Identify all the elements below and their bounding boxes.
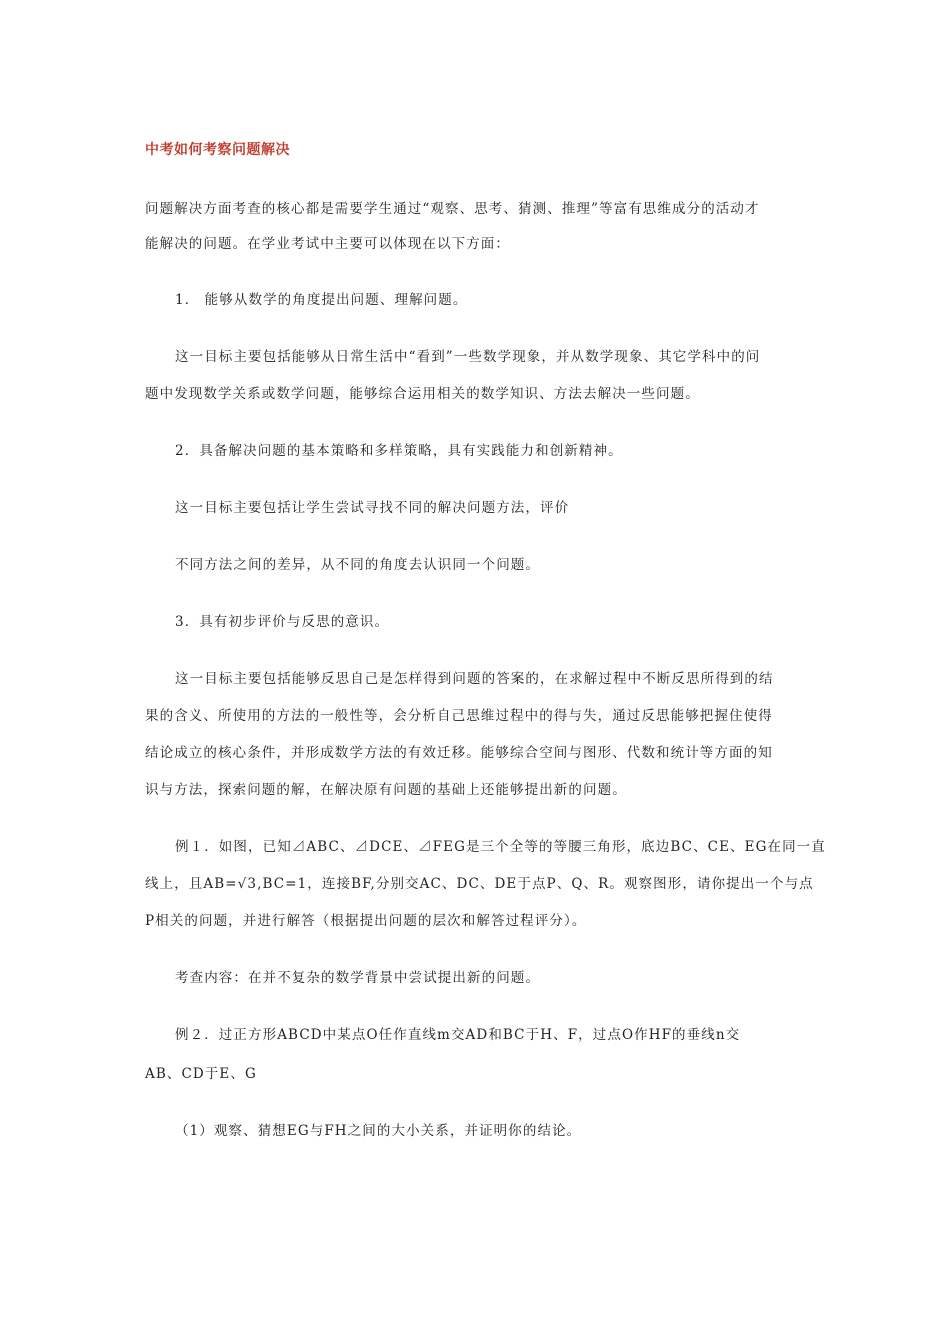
paragraph-line: 这一目标主要包括让学生尝试寻找不同的解决问题方法，评价: [175, 500, 570, 516]
paragraph-line: 考查内容：在并不复杂的数学背景中尝试提出新的问题。: [175, 970, 540, 986]
paragraph-line: 这一目标主要包括能够反思自己是怎样得到问题的答案的，在求解过程中不断反思所得到的结: [175, 671, 774, 687]
paragraph-line: 问题解决方面考查的核心都是需要学生通过“观察、思考、猜测、推理”等富有思维成分的活动才: [145, 201, 760, 217]
list-item-heading: 3．具有初步评价与反思的意识。: [175, 614, 390, 630]
example-line: 例１．如图，已知⊿ABC、⊿DCE、⊿FEG是三个全等的等腰三角形，底边BC、CE、EG在同一直: [175, 839, 826, 855]
list-item-heading: 1． 能够从数学的角度提出问题、理解问题。: [175, 292, 468, 308]
example-line: 例２．过正方形ABCD中某点O任作直线m交AD和BC于H、F，过点O作HF的垂线n交: [175, 1027, 741, 1043]
paragraph-line: 果的含义、所使用的方法的一般性等，会分析自己思维过程中的得与失，通过反思能够把握住使得: [145, 708, 773, 724]
paragraph-line: 题中发现数学关系或数学问题，能够综合运用相关的数学知识、方法去解决一些问题。: [145, 386, 700, 402]
paragraph-line: 不同方法之间的差异，从不同的角度去认识同一个问题。: [175, 557, 540, 573]
paragraph-line: 能解决的问题。在学业考试中主要可以体现在以下方面：: [145, 236, 510, 252]
example-line: 线上，且AB=√3,BC=1，连接BF,分别交AC、DC、DE于点P、Q、R。观察图形，请你提出一个与点: [145, 876, 814, 892]
example-line: AB、CD于E、G: [145, 1066, 257, 1082]
question-line: （1）观察、猜想EG与FH之间的大小关系，并证明你的结论。: [175, 1123, 582, 1139]
document-title: 中考如何考察问题解决: [145, 142, 290, 158]
example-line: P相关的问题，并进行解答（根据提出问题的层次和解答过程评分）。: [145, 913, 587, 929]
paragraph-line: 这一目标主要包括能够从日常生活中“看到”一些数学现象，并从数学现象、其它学科中的问: [175, 349, 761, 365]
paragraph-line: 识与方法，探索问题的解，在解决原有问题的基础上还能够提出新的问题。: [145, 782, 627, 798]
list-item-heading: 2．具备解决问题的基本策略和多样策略，具有实践能力和创新精神。: [175, 443, 623, 459]
paragraph-line: 结论成立的核心条件，并形成数学方法的有效迁移。能够综合空间与图形、代数和统计等方面的知: [145, 745, 773, 761]
